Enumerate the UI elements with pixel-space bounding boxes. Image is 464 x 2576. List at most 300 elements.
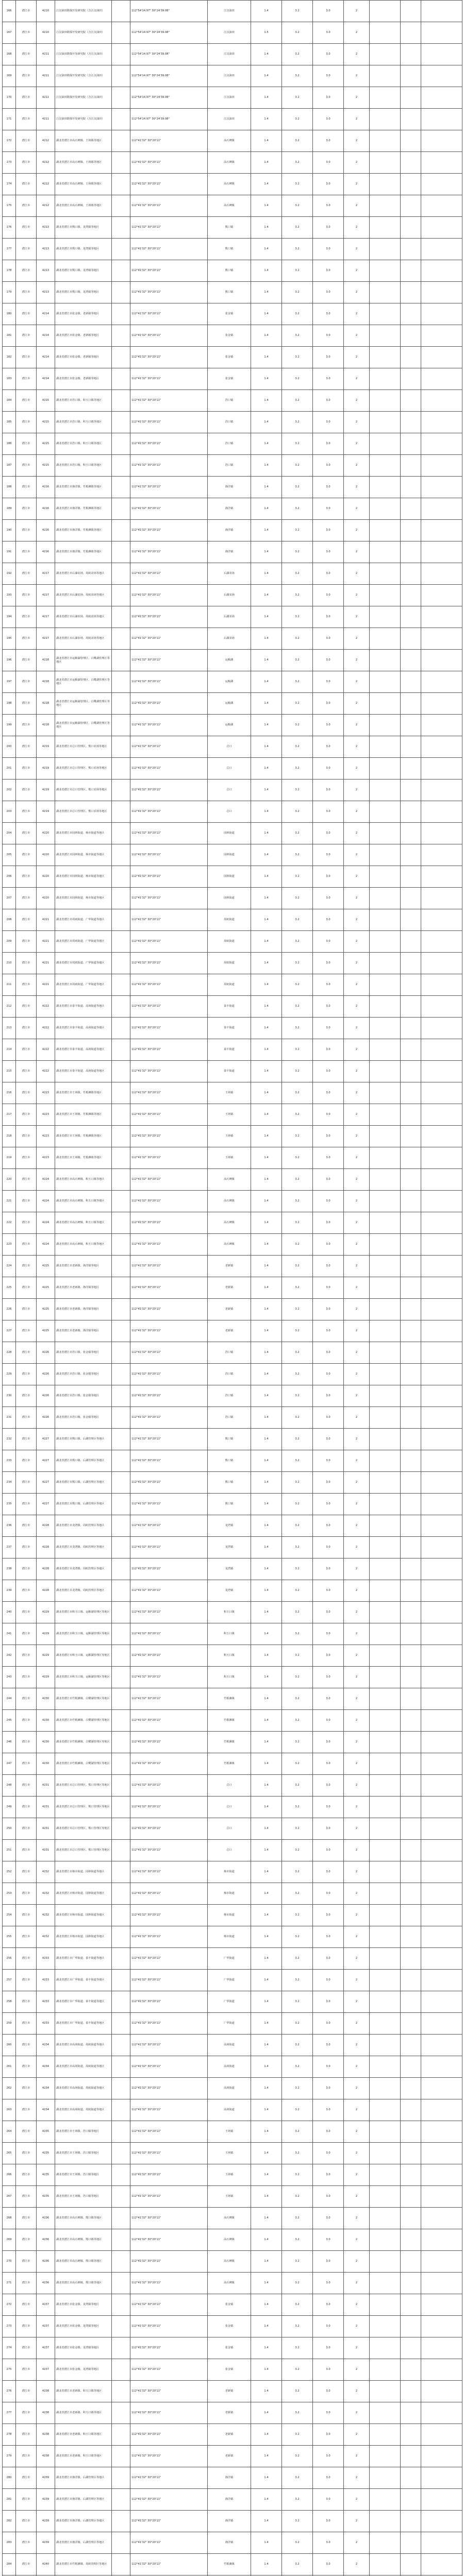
cell-v7 [421, 217, 462, 239]
cell-v7 [421, 195, 462, 217]
cell-no: 214 [3, 1039, 16, 1061]
table-row [3, 1602, 462, 1623]
cell-v7 [421, 1082, 462, 1104]
cell-area [112, 888, 130, 909]
cell-v4: 2 [344, 736, 370, 758]
cell-coords: 112°41'32" 30°20'11" [130, 2402, 208, 2424]
cell-name: 湖北省潜江市高石碑镇、熊口镇等地区 [55, 2273, 112, 2294]
cell-name: 湖北省潜江市广华街道、泰丰街道等地区 [55, 1948, 112, 1970]
cell-v1: 1.4 [251, 1688, 282, 1710]
cell-v4: 2 [344, 888, 370, 909]
cell-code: 4234 [37, 2099, 55, 2121]
cell-v2: 3.2 [282, 693, 313, 715]
cell-code: 4210 [37, 1, 55, 22]
cell-v6 [401, 2381, 421, 2402]
table-row [3, 109, 462, 130]
cell-v2: 3.2 [282, 585, 313, 606]
cell-coords: 112°41'32" 30°20'11" [130, 693, 208, 715]
cell-v7 [421, 1342, 462, 1364]
cell-area [112, 2489, 130, 2511]
cell-code: 4217 [37, 606, 55, 628]
cell-code: 4236 [37, 2273, 55, 2294]
cell-v4: 2 [344, 866, 370, 888]
cell-county: 潜江市 [16, 1234, 37, 1256]
cell-county: 潜江市 [16, 1688, 37, 1710]
cell-county: 潜江市 [16, 152, 37, 174]
cell-v5 [370, 1, 401, 22]
cell-v1: 1.4 [251, 1234, 282, 1256]
cell-desc: 江汉油田 [208, 22, 251, 44]
cell-v3: 3.0 [313, 1385, 344, 1407]
cell-area [112, 606, 130, 628]
cell-area [112, 953, 130, 974]
data-table [2, 0, 462, 2576]
cell-v7 [421, 909, 462, 931]
cell-v2: 3.2 [282, 2424, 313, 2446]
cell-v3: 3.0 [313, 585, 344, 606]
cell-v5 [370, 1126, 401, 1147]
cell-v6 [401, 2446, 421, 2467]
cell-v5 [370, 1299, 401, 1320]
cell-desc: 老新镇 [208, 2424, 251, 2446]
cell-area [112, 1472, 130, 1494]
cell-v6 [401, 1667, 421, 1688]
table-row [3, 2013, 462, 2035]
cell-v7 [421, 953, 462, 974]
cell-desc: 积玉口镇 [208, 1667, 251, 1688]
cell-v3: 3.0 [313, 1710, 344, 1732]
cell-county: 潜江市 [16, 1883, 37, 1905]
cell-name: 湖北省潜江市高石碑镇、积玉口镇等地区 [55, 1234, 112, 1256]
cell-county: 潜江市 [16, 130, 37, 152]
cell-county: 潜江市 [16, 671, 37, 693]
cell-coords: 112°41'32" 30°20'11" [130, 1818, 208, 1840]
cell-v7 [421, 1991, 462, 2013]
cell-v2: 3.2 [282, 1515, 313, 1537]
cell-v2: 3.2 [282, 433, 313, 455]
cell-desc: 张金镇 [208, 2359, 251, 2381]
cell-county: 潜江市 [16, 347, 37, 368]
cell-desc: 运粮湖 [208, 693, 251, 715]
cell-name: 湖北省潜江市张金镇、老新镇等地区 [55, 347, 112, 368]
cell-desc: 广华街道 [208, 1948, 251, 1970]
cell-v2: 3.2 [282, 758, 313, 779]
cell-county: 潜江市 [16, 931, 37, 953]
cell-county: 潜江市 [16, 1623, 37, 1645]
cell-v1: 1.4 [251, 1861, 282, 1883]
cell-v3: 3.0 [313, 2316, 344, 2337]
cell-v2: 3.2 [282, 1775, 313, 1797]
cell-v4: 2 [344, 455, 370, 477]
table-row [3, 44, 462, 65]
cell-v4: 2 [344, 1883, 370, 1905]
cell-v5 [370, 2511, 401, 2532]
cell-v7 [421, 1645, 462, 1667]
cell-coords: 112°41'32" 30°20'11" [130, 1840, 208, 1861]
cell-county: 潜江市 [16, 87, 37, 109]
table-row [3, 758, 462, 779]
table-row [3, 866, 462, 888]
cell-v7 [421, 541, 462, 563]
cell-no: 206 [3, 866, 16, 888]
table-row [3, 1775, 462, 1797]
table-row [3, 1732, 462, 1753]
cell-v4: 2 [344, 2013, 370, 2035]
cell-coords: 112°41'32" 30°20'11" [130, 1342, 208, 1364]
cell-v7 [421, 2208, 462, 2229]
table-row [3, 2035, 462, 2056]
table-row [3, 1407, 462, 1429]
cell-no: 278 [3, 2424, 16, 2446]
cell-coords: 112°41'32" 30°20'11" [130, 779, 208, 801]
cell-desc: 竹根滩镇 [208, 1710, 251, 1732]
cell-v6 [401, 87, 421, 109]
cell-desc: 渔洋镇 [208, 2489, 251, 2511]
cell-v2: 3.2 [282, 87, 313, 109]
cell-v4: 2 [344, 1212, 370, 1234]
cell-v7 [421, 1818, 462, 1840]
cell-v3: 3.0 [313, 152, 344, 174]
cell-area [112, 1385, 130, 1407]
cell-v5 [370, 130, 401, 152]
cell-name: 湖北省潜江市杨市街道、园林街道等地区 [55, 1861, 112, 1883]
cell-name: 湖北省潜江市渔洋镇、竹根滩镇等地区 [55, 541, 112, 563]
cell-desc: 王场镇 [208, 1082, 251, 1104]
table-row [3, 1645, 462, 1667]
cell-v1: 1.4 [251, 650, 282, 671]
cell-no: 166 [3, 1, 16, 22]
cell-v4: 2 [344, 1732, 370, 1753]
cell-v1: 1.4 [251, 65, 282, 87]
cell-v5 [370, 606, 401, 628]
cell-v7 [421, 1515, 462, 1537]
cell-county: 潜江市 [16, 282, 37, 303]
cell-v2: 3.2 [282, 2316, 313, 2337]
cell-coords: 112°41'32" 30°20'11" [130, 2078, 208, 2099]
cell-desc: 高石碑镇 [208, 2229, 251, 2251]
cell-coords: 112°41'32" 30°20'11" [130, 2467, 208, 2489]
cell-v3: 3.0 [313, 866, 344, 888]
cell-coords: 112°41'32" 30°20'11" [130, 390, 208, 412]
cell-v6 [401, 195, 421, 217]
cell-code: 4212 [37, 130, 55, 152]
cell-v2: 3.2 [282, 1126, 313, 1147]
cell-code: 4218 [37, 650, 55, 671]
cell-area [112, 260, 130, 282]
cell-no: 193 [3, 585, 16, 606]
cell-no: 283 [3, 2532, 16, 2554]
cell-v4: 2 [344, 1515, 370, 1537]
cell-v1: 1.4 [251, 1061, 282, 1082]
cell-v7 [421, 412, 462, 433]
cell-v3: 3.0 [313, 239, 344, 260]
cell-v2: 3.2 [282, 22, 313, 44]
cell-no: 243 [3, 1667, 16, 1688]
cell-name: 湖北省潜江市后湖农场、周矶农场等地区 [55, 606, 112, 628]
cell-v6 [401, 2208, 421, 2229]
cell-v3: 3.0 [313, 477, 344, 498]
cell-v3: 3.0 [313, 1, 344, 22]
cell-v1: 1.4 [251, 844, 282, 866]
table-row [3, 2337, 462, 2359]
cell-county: 潜江市 [16, 2229, 37, 2251]
cell-county: 潜江市 [16, 888, 37, 909]
cell-name: 湖北省潜江市后湖农场、周矶农场等地区 [55, 628, 112, 650]
cell-desc: 浩口镇 [208, 1364, 251, 1385]
cell-v4: 2 [344, 1385, 370, 1407]
cell-area [112, 2013, 130, 2035]
cell-no: 255 [3, 1926, 16, 1948]
cell-county: 潜江市 [16, 390, 37, 412]
cell-county: 潜江市 [16, 174, 37, 195]
cell-v4: 2 [344, 2467, 370, 2489]
cell-v4: 2 [344, 779, 370, 801]
cell-v2: 3.2 [282, 1385, 313, 1407]
cell-v4: 2 [344, 1645, 370, 1667]
cell-v4: 2 [344, 1320, 370, 1342]
cell-v7 [421, 2251, 462, 2273]
cell-v5 [370, 1818, 401, 1840]
table-row [3, 1191, 462, 1212]
cell-v2: 3.2 [282, 563, 313, 585]
cell-desc: 运粮湖 [208, 650, 251, 671]
cell-no: 180 [3, 303, 16, 325]
data-sheet [2, 0, 462, 2576]
cell-name: 湖北省潜江市浩口镇、张金镇等地区 [55, 1385, 112, 1407]
cell-v1: 1.4 [251, 239, 282, 260]
cell-v5 [370, 390, 401, 412]
cell-county: 潜江市 [16, 693, 37, 715]
cell-v1: 1.4 [251, 1797, 282, 1818]
cell-v4: 2 [344, 2143, 370, 2164]
cell-code: 4232 [37, 1883, 55, 1905]
table-row [3, 1970, 462, 1991]
cell-county: 潜江市 [16, 1472, 37, 1494]
cell-area [112, 477, 130, 498]
cell-no: 239 [3, 1580, 16, 1602]
cell-code: 4221 [37, 953, 55, 974]
cell-no: 170 [3, 87, 16, 109]
cell-v3: 3.0 [313, 1018, 344, 1039]
cell-v3: 3.0 [313, 1883, 344, 1905]
cell-v2: 3.2 [282, 1883, 313, 1905]
cell-name: 湖北省潜江市竹根滩镇、白鹭湖管理区等地区 [55, 1732, 112, 1753]
cell-coords: 112°41'32" 30°20'11" [130, 888, 208, 909]
cell-area [112, 1299, 130, 1320]
cell-desc: 竹根滩镇 [208, 1753, 251, 1775]
cell-v3: 3.0 [313, 1970, 344, 1991]
table-row [3, 2186, 462, 2208]
cell-no: 242 [3, 1645, 16, 1667]
cell-no: 232 [3, 1429, 16, 1450]
cell-v6 [401, 823, 421, 844]
cell-v2: 3.2 [282, 1342, 313, 1364]
cell-coords: 112°54'14.97" 30°24'39.08" [130, 109, 208, 130]
cell-v2: 3.2 [282, 2446, 313, 2467]
cell-v1: 1.4 [251, 1905, 282, 1926]
cell-name: 湖北省潜江市渔洋镇、后湖管理区等地区 [55, 2489, 112, 2511]
cell-v7 [421, 974, 462, 996]
cell-county: 潜江市 [16, 2273, 37, 2294]
cell-v5 [370, 217, 401, 239]
cell-county: 潜江市 [16, 1126, 37, 1147]
cell-v1: 1.4 [251, 303, 282, 325]
cell-v7 [421, 931, 462, 953]
cell-v1: 1.4 [251, 260, 282, 282]
cell-desc: 老新镇 [208, 2381, 251, 2402]
cell-name: 湖北省潜江市广华街道、泰丰街道等地区 [55, 1970, 112, 1991]
cell-name: 湖北省潜江市积玉口镇、运粮湖管理区等地区 [55, 1667, 112, 1688]
cell-v4: 2 [344, 1104, 370, 1126]
cell-coords: 112°41'32" 30°20'11" [130, 2554, 208, 2575]
cell-coords: 112°41'32" 30°20'11" [130, 1494, 208, 1515]
cell-v7 [421, 758, 462, 779]
cell-name: 湖北省潜江市老新镇、渔洋镇等地区 [55, 1277, 112, 1299]
cell-v7 [421, 585, 462, 606]
cell-code: 4234 [37, 2078, 55, 2099]
cell-no: 280 [3, 2467, 16, 2489]
cell-v2: 3.2 [282, 1580, 313, 1602]
cell-code: 4215 [37, 412, 55, 433]
cell-v5 [370, 1364, 401, 1385]
cell-v7 [421, 44, 462, 65]
cell-name: 湖北省潜江市老新镇、渔洋镇等地区 [55, 1320, 112, 1342]
cell-v6 [401, 1191, 421, 1212]
cell-v6 [401, 477, 421, 498]
cell-code: 4219 [37, 736, 55, 758]
cell-v5 [370, 736, 401, 758]
cell-no: 269 [3, 2229, 16, 2251]
cell-v4: 2 [344, 2186, 370, 2208]
cell-desc: 高石碑镇 [208, 195, 251, 217]
cell-v1: 1.4 [251, 585, 282, 606]
cell-v1: 1.4 [251, 1126, 282, 1147]
cell-county: 潜江市 [16, 2381, 37, 2402]
cell-v6 [401, 671, 421, 693]
cell-v1: 1.4 [251, 2337, 282, 2359]
cell-v5 [370, 282, 401, 303]
cell-v5 [370, 174, 401, 195]
cell-area [112, 325, 130, 347]
cell-v5 [370, 1970, 401, 1991]
cell-v3: 3.0 [313, 541, 344, 563]
cell-v1: 1.4 [251, 1948, 282, 1970]
cell-v5 [370, 1407, 401, 1429]
table-row [3, 2143, 462, 2164]
cell-desc: 江汉油田 [208, 1, 251, 22]
cell-code: 4226 [37, 1385, 55, 1407]
cell-no: 168 [3, 44, 16, 65]
cell-code: 4213 [37, 217, 55, 239]
cell-v1: 1.4 [251, 2489, 282, 2511]
cell-v7 [421, 282, 462, 303]
cell-no: 246 [3, 1732, 16, 1753]
cell-name: 湖北省潜江市竹根滩镇、白鹭湖管理区等地区 [55, 1710, 112, 1732]
cell-coords: 112°41'32" 30°20'11" [130, 974, 208, 996]
cell-county: 潜江市 [16, 1277, 37, 1299]
table-row [3, 2316, 462, 2337]
cell-area [112, 1169, 130, 1191]
cell-code: 4239 [37, 2511, 55, 2532]
cell-v2: 3.2 [282, 1450, 313, 1472]
cell-v3: 3.0 [313, 823, 344, 844]
cell-v4: 2 [344, 1234, 370, 1256]
cell-v3: 3.0 [313, 1472, 344, 1494]
cell-v4: 2 [344, 390, 370, 412]
cell-county: 潜江市 [16, 2316, 37, 2337]
table-row [3, 1256, 462, 1277]
cell-code: 4218 [37, 715, 55, 736]
table-row [3, 844, 462, 866]
cell-v1: 1.4 [251, 1169, 282, 1191]
cell-code: 4231 [37, 1797, 55, 1818]
cell-area [112, 65, 130, 87]
cell-code: 4222 [37, 1039, 55, 1061]
cell-coords: 112°41'32" 30°20'11" [130, 1450, 208, 1472]
cell-name: 湖北省潜江市张金镇、老新镇等地区 [55, 325, 112, 347]
cell-desc: 浩口镇 [208, 433, 251, 455]
cell-county: 潜江市 [16, 736, 37, 758]
cell-coords: 112°41'32" 30°20'11" [130, 498, 208, 520]
cell-no: 177 [3, 239, 16, 260]
cell-no: 207 [3, 888, 16, 909]
cell-v5 [370, 1147, 401, 1169]
cell-v5 [370, 1450, 401, 1472]
cell-desc: 运粮湖 [208, 715, 251, 736]
cell-name: 湖北省潜江市高石碑镇、熊口镇等地区 [55, 2251, 112, 2273]
cell-v5 [370, 563, 401, 585]
cell-area [112, 1883, 130, 1905]
cell-coords: 112°41'32" 30°20'11" [130, 1991, 208, 2013]
cell-v5 [370, 1256, 401, 1277]
cell-area [112, 2056, 130, 2078]
cell-no: 224 [3, 1256, 16, 1277]
cell-no: 217 [3, 1104, 16, 1126]
cell-county: 潜江市 [16, 498, 37, 520]
cell-county: 潜江市 [16, 455, 37, 477]
cell-v5 [370, 758, 401, 779]
cell-v3: 3.0 [313, 1840, 344, 1861]
table-row [3, 174, 462, 195]
cell-no: 260 [3, 2035, 16, 2056]
cell-coords: 112°41'32" 30°20'11" [130, 260, 208, 282]
cell-v6 [401, 1472, 421, 1494]
table-row [3, 412, 462, 433]
cell-v1: 1.4 [251, 2273, 282, 2294]
cell-name: 湖北省潜江市渔洋镇、竹根滩镇等地区 [55, 498, 112, 520]
cell-v1: 1.4 [251, 1926, 282, 1948]
cell-area [112, 1277, 130, 1299]
cell-no: 250 [3, 1818, 16, 1840]
cell-no: 263 [3, 2099, 16, 2121]
cell-v7 [421, 477, 462, 498]
cell-v5 [370, 1277, 401, 1299]
cell-county: 潜江市 [16, 2078, 37, 2099]
table-row [3, 1818, 462, 1840]
cell-v7 [421, 736, 462, 758]
cell-v3: 3.0 [313, 1256, 344, 1277]
cell-no: 273 [3, 2316, 16, 2337]
cell-v6 [401, 1126, 421, 1147]
cell-v6 [401, 1, 421, 22]
cell-v4: 2 [344, 2164, 370, 2186]
cell-county: 潜江市 [16, 2467, 37, 2489]
cell-v5 [370, 303, 401, 325]
cell-name: 江汉油田勘探开发研究院（含江汉油田） [55, 65, 112, 87]
cell-area [112, 1234, 130, 1256]
cell-v6 [401, 1299, 421, 1320]
cell-v1: 1.5 [251, 22, 282, 44]
